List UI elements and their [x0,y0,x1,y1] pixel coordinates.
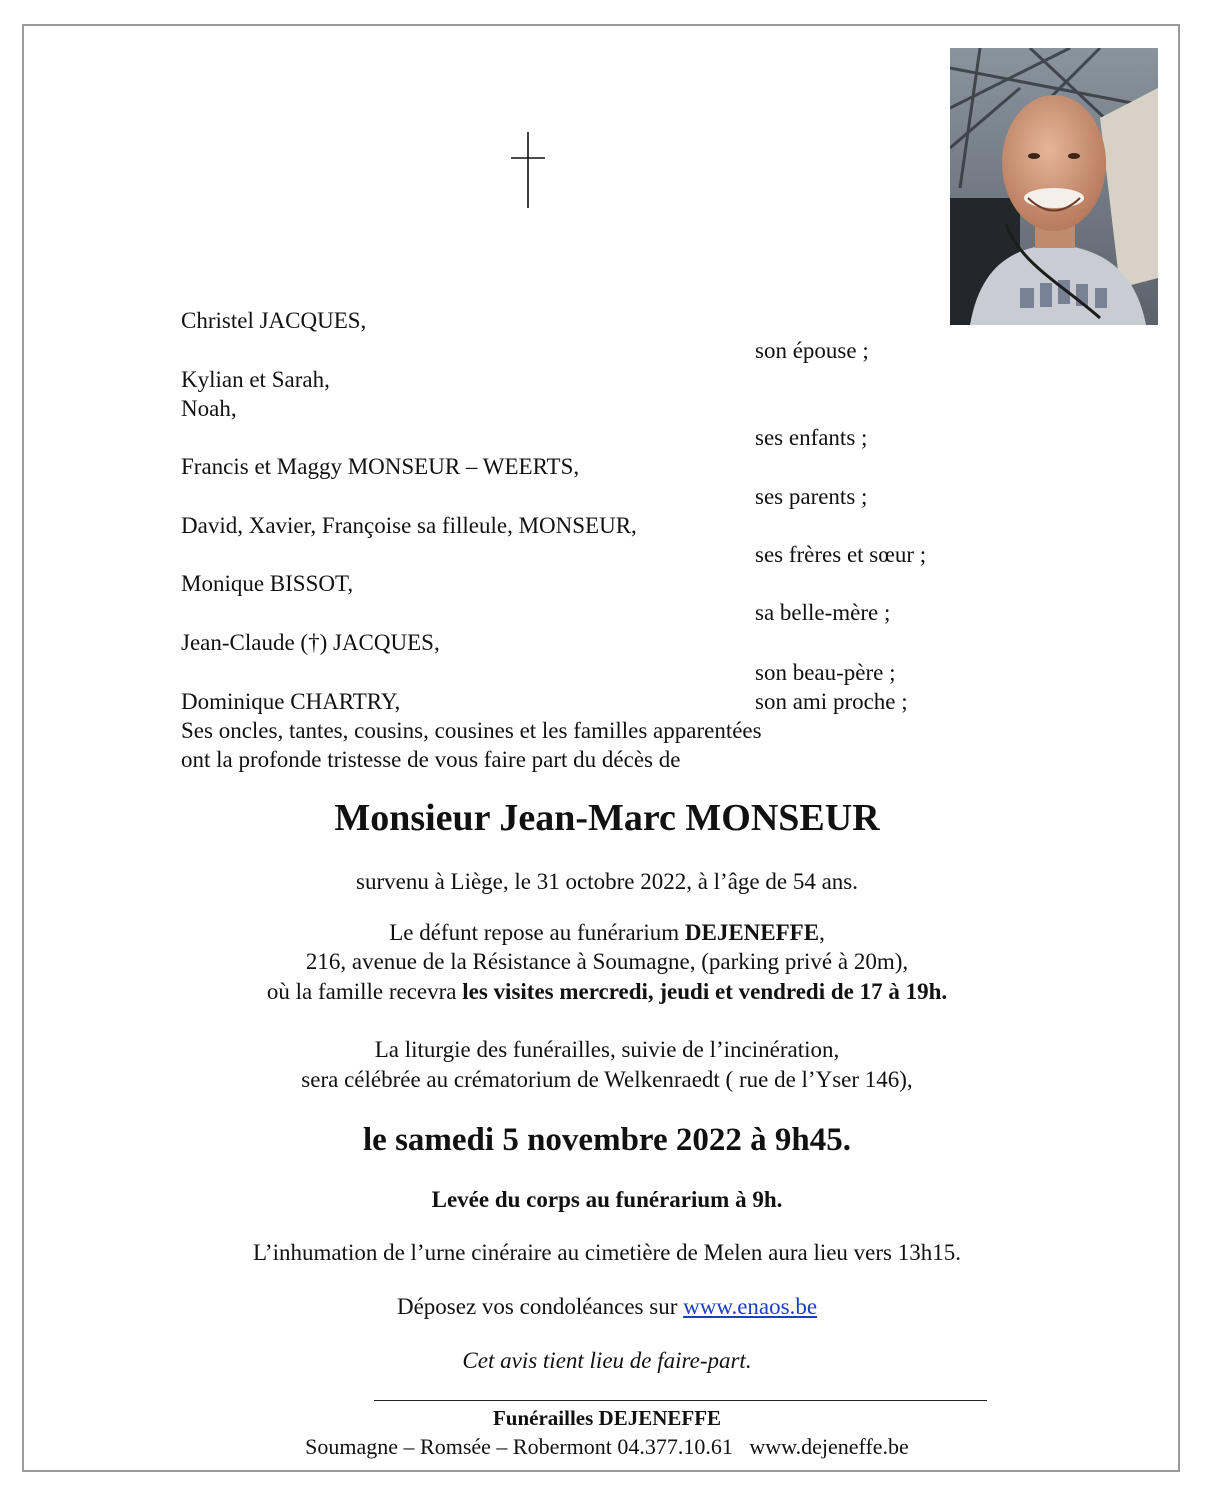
mother-in-law-role: sa belle-mère ; [755,600,891,625]
visitation-line-1-prefix: Le défunt repose au funérarium [389,920,685,945]
funerarium-name: DEJENEFFE [684,920,820,945]
inhumation-line: L’inhumation de l’urne cinéraire au cimetière de Melen aura lieu vers 13h15. [252,1240,962,1265]
footer-divider [374,1400,987,1401]
ceremony-line-1: La liturgie des funérailles, suivie de l’incinération, [374,1037,840,1062]
parents-role: ses parents ; [755,484,868,509]
father-in-law-role: son beau-père ; [755,660,896,685]
parents-name: Francis et Maggy MONSEUR – WEERTS, [181,454,580,479]
announcement-line: ont la profonde tristesse de vous faire part du décès de [181,747,681,772]
children-line-1: Kylian et Sarah, [181,367,330,392]
spouse-role: son épouse ; [755,338,869,363]
deceased-name: Monsieur Jean-Marc MONSEUR [334,797,880,839]
children-role: ses enfants ; [755,425,868,450]
mother-in-law-name: Monique BISSOT, [181,571,354,596]
visitation-line-2: 216, avenue de la Résistance à Soumagne, (parking privé à 20m), [305,949,909,974]
visitation-line-1-suffix: , [819,920,825,945]
siblings-name: David, Xavier, Françoise sa filleule, MONSEUR, [181,513,637,538]
friend-role: son ami proche ; [755,689,908,714]
spouse-name: Christel JACQUES, [181,308,367,333]
ceremony-line-2: sera célébrée au crématorium de Welkenraedt ( rue de l’Yser 146), [301,1067,913,1092]
death-info: survenu à Liège, le 31 octobre 2022, à l’âge de 54 ans. [356,869,858,894]
portrait-photo [950,48,1158,325]
children-line-2: Noah, [181,396,237,421]
levee-line: Levée du corps au funérarium à 9h. [431,1187,783,1212]
relatives-line: Ses oncles, tantes, cousins, cousines et les familles apparentées [181,718,762,743]
siblings-role: ses frères et sœur ; [755,542,927,567]
visitation-line-3-prefix: où la famille recevra [266,979,463,1004]
footer-company: Funérailles DEJENEFFE [492,1406,722,1430]
father-in-law-name: Jean-Claude (†) JACQUES, [181,630,440,655]
cross-icon [508,130,548,210]
visiting-hours: les visites mercredi, jeudi et vendredi de 17 à 19h. [462,979,948,1004]
friend-name: Dominique CHARTRY, [181,689,401,714]
visitation-line-1 [0,918,1214,947]
visitation-line-3 [0,977,1214,1006]
condolences-line [0,1292,1214,1321]
condolences-link[interactable]: www.enaos.be [683,1294,818,1319]
notice-line: Cet avis tient lieu de faire-part. [462,1348,752,1373]
condolences-prefix: Déposez vos condoléances sur [396,1294,684,1319]
ceremony-date: le samedi 5 novembre 2022 à 9h45. [363,1122,851,1158]
footer-contact: Soumagne – Romsée – Robermont 04.377.10.61 www.dejeneffe.be [305,1434,909,1459]
